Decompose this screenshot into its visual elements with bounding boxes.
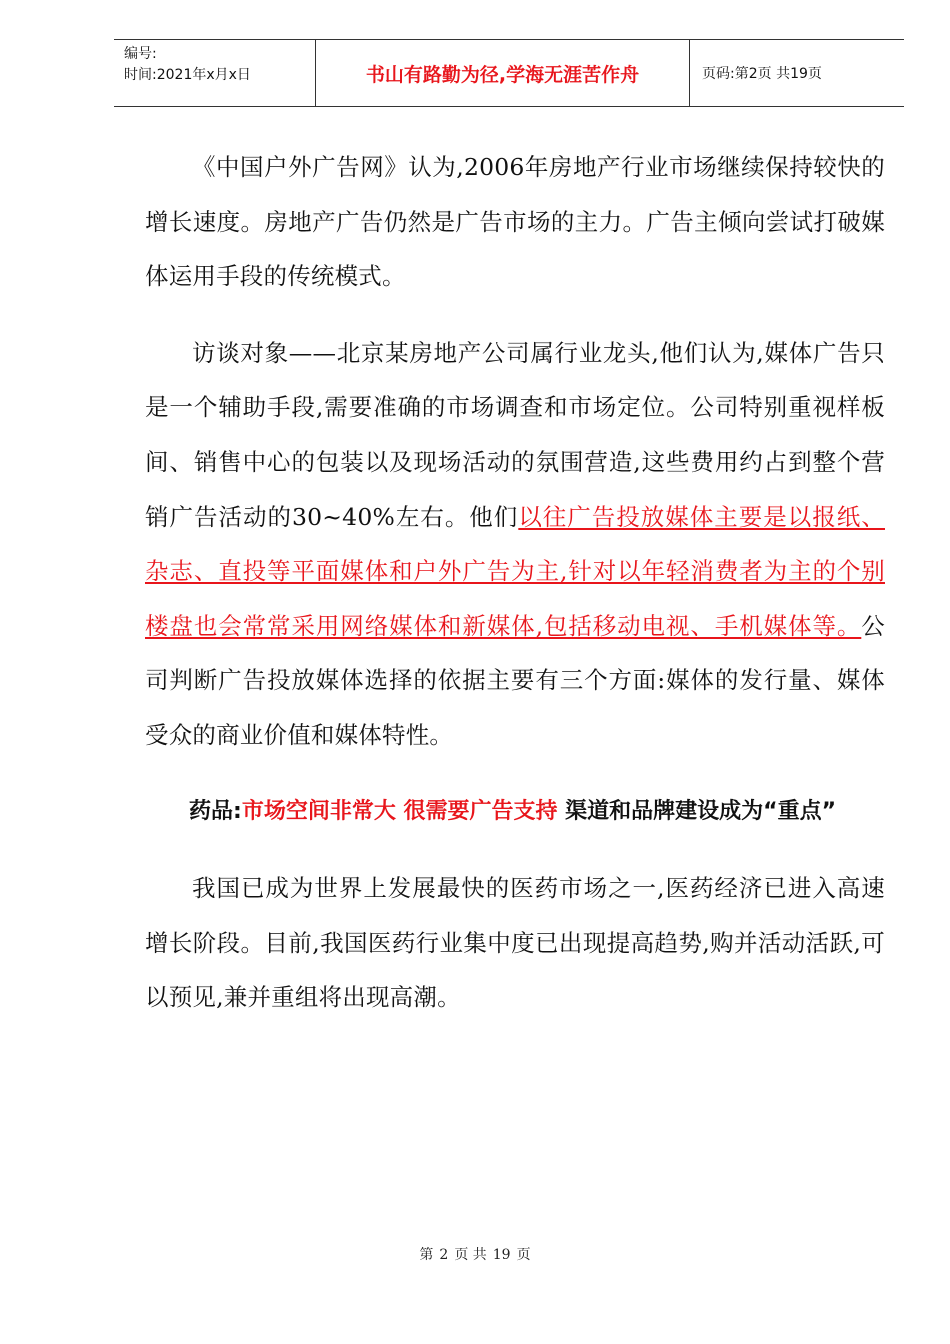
- footer-prefix: 第: [419, 1247, 434, 1263]
- header-meta-cell: [114, 40, 316, 106]
- heading-suffix: 渠道和品牌建设成为“重点”: [557, 798, 837, 824]
- document-header: [114, 39, 904, 107]
- header-page-cell: [690, 40, 904, 106]
- footer-total-pages: 19: [492, 1247, 511, 1263]
- document-body: [145, 140, 885, 1025]
- paragraph-pharma-market: 我国已成为世界上发展最快的医药市场之一,医药经济已进入高速增长阶段。目前,我国医药行业集中度已出现提高趋势,购并活动活跃,可以预见,兼并重组将出现高潮。: [145, 874, 885, 1012]
- section-heading-pharma: [145, 785, 885, 840]
- header-motto-cell: [316, 40, 690, 106]
- motto-text: 书山有路勤为径,学海无涯苦作舟: [365, 63, 640, 86]
- time-label: 时间:2021年x月x日: [124, 67, 251, 83]
- interview-text-end: 公司判断广告投放媒体选择的依据主要有三个方面:媒体的发行量、媒体受众的商业价值和媒体特性。: [145, 611, 885, 749]
- footer-suffix: 页: [516, 1247, 531, 1263]
- page-footer: [0, 1244, 950, 1264]
- footer-middle: 页 共: [454, 1247, 487, 1263]
- page-info: 页码:第2页 共19页: [702, 66, 822, 82]
- number-label: 编号:: [124, 46, 157, 62]
- paragraph-interview: [145, 326, 885, 763]
- heading-prefix: 药品:: [189, 798, 242, 824]
- interview-text-start: 访谈对象——北京某房地产公司属行业龙头,他们认为,媒体广告只是一个辅助手段,需要准确的市场调查和市场定位。公司特别重视样板间、销售中心的包装以及现场活动的氛围营造,这些费用约占到整个营销广告活动的30~40%左右。他们: [145, 338, 885, 531]
- heading-red-text: 市场空间非常大 很需要广告支持: [241, 798, 558, 824]
- footer-page-number: 2: [439, 1247, 449, 1263]
- highlighted-media-text: 以往广告投放媒体主要是以报纸、杂志、直投等平面媒体和户外广告为主,针对以年轻消费者为主的个别楼盘也会常常采用网络媒体和新媒体,包括移动电视、手机媒体等。: [145, 502, 885, 640]
- paragraph-real-estate-intro: 《中国户外广告网》认为,2006年房地产行业市场继续保持较快的增长速度。房地产广告仍然是广告市场的主力。广告主倾向尝试打破媒体运用手段的传统模式。: [145, 153, 885, 291]
